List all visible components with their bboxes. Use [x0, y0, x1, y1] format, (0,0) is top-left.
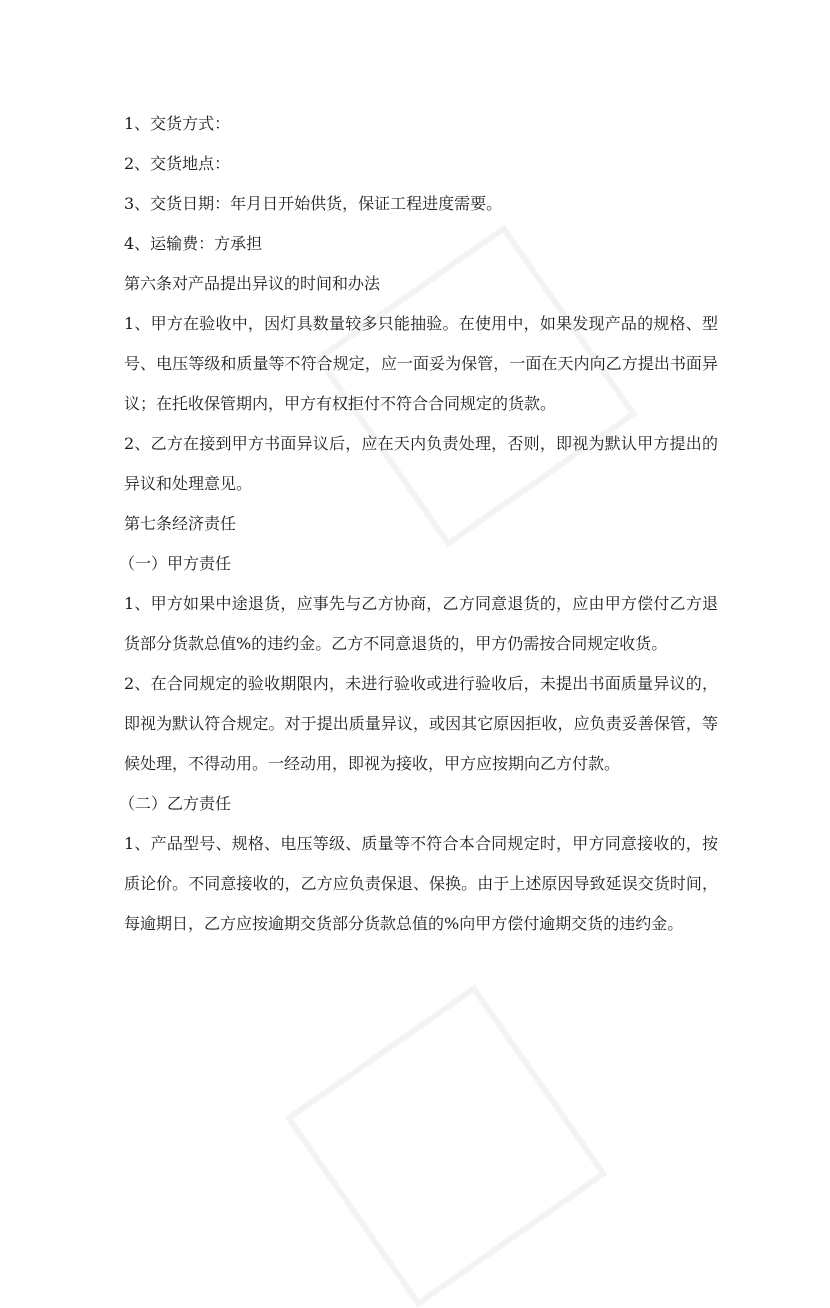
- delivery-date: 3、交货日期：年月日开始供货，保证工程进度需要。: [124, 194, 503, 213]
- document-body: [119, 104, 718, 944]
- freight-cost: 4、运输费：方承担: [124, 234, 263, 253]
- article-6-title: 第六条对产品提出异议的时间和办法: [124, 274, 381, 293]
- delivery-method: 1、交货方式：: [124, 114, 231, 133]
- watermark-mark: [284, 984, 607, 1307]
- article-7-title: 第七条经济责任: [124, 514, 237, 533]
- article-6-clause-2: 2、乙方在接到甲方书面异议后，应在天内负责处理，否则，即视为默认甲方提出的异议和处理意见。: [124, 434, 718, 493]
- party-a-clause-1: 1、甲方如果中途退货，应事先与乙方协商，乙方同意退货的，应由甲方偿付乙方退货部分货款总值%的违约金。乙方不同意退货的，甲方仍需按合同规定收货。: [124, 594, 718, 653]
- article-6-clause-1: 1、甲方在验收中，因灯具数量较多只能抽验。在使用中，如果发现产品的规格、型号、电压等级和质量等不符合规定，应一面妥为保管，一面在天内向乙方提出书面异议；在托收保管期内，甲方有权拒付不符合合同规定的货款。: [124, 314, 718, 413]
- party-b-clause-1: 1、产品型号、规格、电压等级、质量等不符合本合同规定时，甲方同意接收的，按质论价。不同意接收的，乙方应负责保退、保换。由于上述原因导致延误交货时间，每逾期日，乙方应按逾期交货部分货款总值的%向甲方偿付逾期交货的违约金。: [124, 834, 718, 933]
- party-b-responsibility-title: （二）乙方责任: [119, 794, 232, 813]
- party-a-responsibility-title: （一）甲方责任: [119, 554, 232, 573]
- delivery-location: 2、交货地点：: [124, 154, 231, 173]
- party-a-clause-2: 2、在合同规定的验收期限内，未进行验收或进行验收后，未提出书面质量异议的，即视为默认符合规定。对于提出质量异议，或因其它原因拒收，应负责妥善保管，等候处理，不得动用。一经动用，即视为接收，甲方应按期向乙方付款。: [124, 674, 718, 773]
